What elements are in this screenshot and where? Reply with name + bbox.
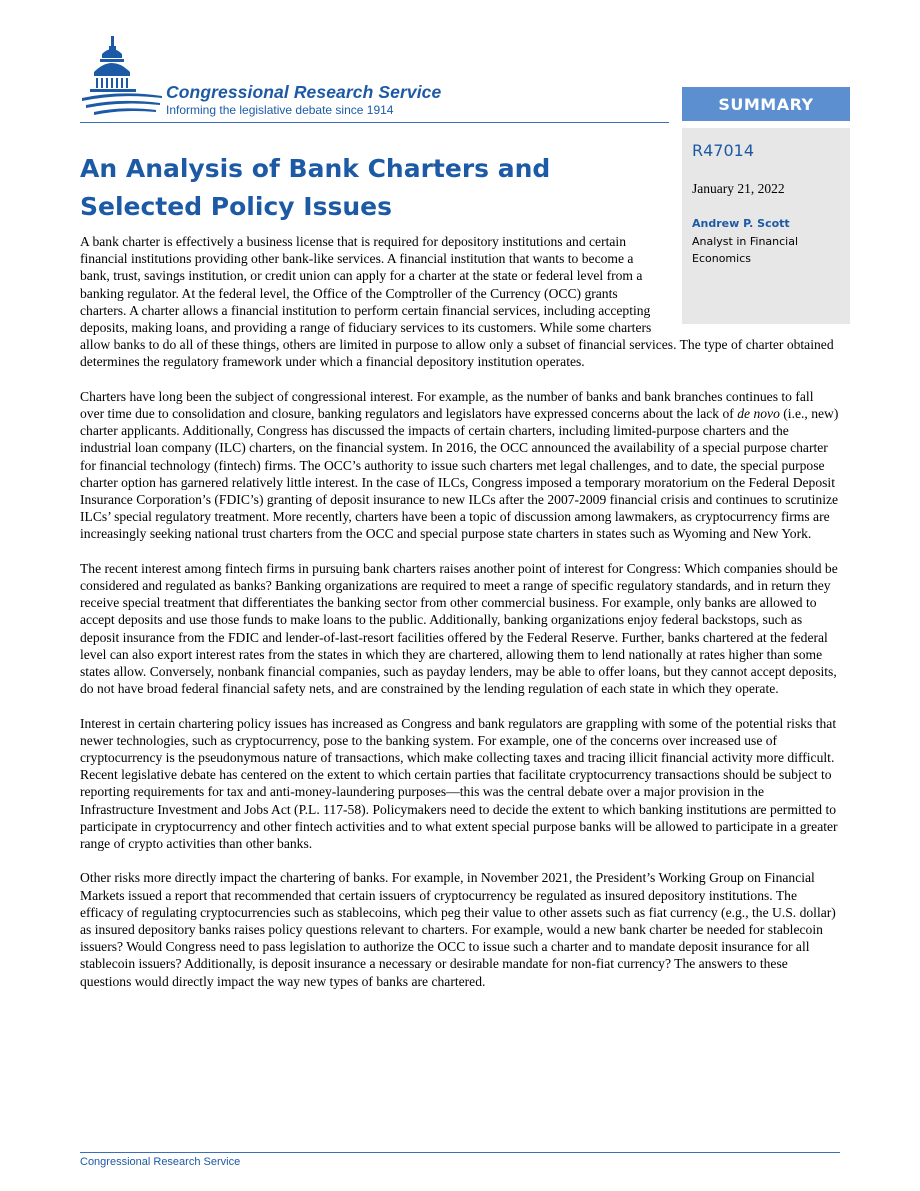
paragraph-3: The recent interest among fintech firms in pursuing bank charters raises another point of interest for Congress: Which companies should be considered and regulated as banks? Banking organizations are required to meet a range of specific regulatory standards, and in return they receive special treatment that differentiates the banking sector from other commercial business. For example, only banks are allowed to accept deposits and use those funds to make loans to the public. Additionally, banking organizations enjoy federal backstops, such as deposit insurance from the FDIC and lender-of-last-resort facilities offered by the Federal Reserve. Further, banks chartered at the federal level can also export interest rates from the states in which they are chartered, allowing them to lend nationally at rates higher than some states allow. Conversely, nonbank financial companies, such as payday lenders, may be able to offer loans, but they cannot accept deposits, do not have broad federal financial safety nets, and are constrained by the lending regulation of each state in which they operate. xyxy=(80,560,838,697)
paragraph-2-start: Charters have long been the subject of congressional interest. For example, as the number of banks and bank branches continues to fall over time due to consolidation and closure, banking regulators and legislators have expressed concerns about the lack of xyxy=(80,388,814,422)
footer-divider xyxy=(80,1152,840,1153)
paragraph-2-end: (i.e., new) charter applicants. Additionally, Congress has discussed the impacts of certain charters, including limited-purpose charters and the industrial loan company (ILC) charters, on the financial system. In 2016, the OCC announced the availability of a special purpose charter for financial technology (fintech) firms. The OCC’s authority to issue such charters met legal challenges, and to date, the special purpose charter option has garnered relatively little interest. In the case of ILCs, Congress imposed a temporary moratorium on the Federal Deposit Insurance Corporation’s (FDIC’s) granting of deposit insurance to new ILCs after the 2007-2009 financial crisis and continues to scrutinize ILCs’ special regulatory treatment. More recently, charters have been a topic of discussion among lawmakers, as cryptocurrency firms are increasingly seeking national trust charters from the OCC and special purpose state charters in states such as Wyoming and New York. xyxy=(80,406,839,542)
de-novo-emphasis: de novo xyxy=(737,406,780,422)
org-name: Congressional Research Service xyxy=(166,82,442,102)
report-number: R47014 xyxy=(692,141,755,160)
crs-logo xyxy=(80,32,480,122)
paragraph-5: Other risks more directly impact the chartering of banks. For example, in November 2021, the President’s Working Group on Financial Markets issued a report that recommended that certain issuers of cryptocurrency be regulated as insured depository institutions. The efficacy of regulating cryptocurrencies such as stablecoins, which peg their value to other assets such as fiat currency (e.g., the U.S. dollar) as insured depository banks raises policy questions relevant to charters. For example, would a new bank charter be needed for stablecoin issuers? Would Congress need to pass legislation to authorize the OCC to issue such a charter and to mandate deposit insurance for all stablecoin issuers? Additionally, is deposit insurance a necessary or desirable mandate for non-fiat currency? The answers to these questions would directly impact the way new types of banks are chartered. xyxy=(80,870,836,989)
author-title: Analyst in Financial Economics xyxy=(692,235,799,265)
report-date: January 21, 2022 xyxy=(692,181,785,196)
capitol-dome-icon xyxy=(80,32,166,122)
author-name: Andrew P. Scott xyxy=(692,217,790,230)
sidebar-wrap-spacer xyxy=(658,233,840,327)
footer-org-name: Congressional Research Service xyxy=(80,1156,241,1168)
paragraph-1: A bank charter is effectively a business license that is required for depository institutions and certain financial institutions providing other bank-like services. A financial institution that wants to become a bank, trust, savings institution, or credit union can apply for a charter at the state or federal level from a banking regulator. At the federal level, the Office of the Comptroller of the Currency (OCC) grants charters. A charter allows a financial institution to perform certain financial services, including accepting deposits, making loans, and providing a range of fiduciary services to its customers. While some charters allow banks to do all of these things, others are limited in purpose to allow only a subset of financial services. The type of charter obtained determines the regulatory framework under which a financial depository institution operates. xyxy=(80,234,834,370)
org-tagline: Informing the legislative debate since 1914 xyxy=(166,103,394,117)
summary-tab: SUMMARY xyxy=(682,87,850,121)
summary-body xyxy=(80,233,840,1007)
document-title: An Analysis of Bank Charters and Selected Policy Issues xyxy=(80,154,551,221)
paragraph-2 xyxy=(80,388,840,543)
header-divider xyxy=(80,122,669,123)
paragraph-4: Interest in certain chartering policy issues has increased as Congress and bank regulators are grappling with some of the potential risks that newer technologies, such as cryptocurrency, pose to the banking system. For example, one of the concerns over increased use of cryptocurrency is the pseudonymous nature of transactions, which make collecting taxes and tracing illicit financial activity more difficult. Recent legislative debate has centered on the extent to which certain parties that facilitate cryptocurrency transactions should be subject to reporting requirements for tax and anti-money-laundering purposes—this was the central debate over a major provision in the Infrastructure Investment and Jobs Act (P.L. 117-58). Policymakers need to decide the extent to which banking institutions are permitted to participate in cryptocurrency and other fintech activities and to what extent special purpose banks will be allowed to participate in a greater range of crypto activities than other banks. xyxy=(80,715,838,852)
